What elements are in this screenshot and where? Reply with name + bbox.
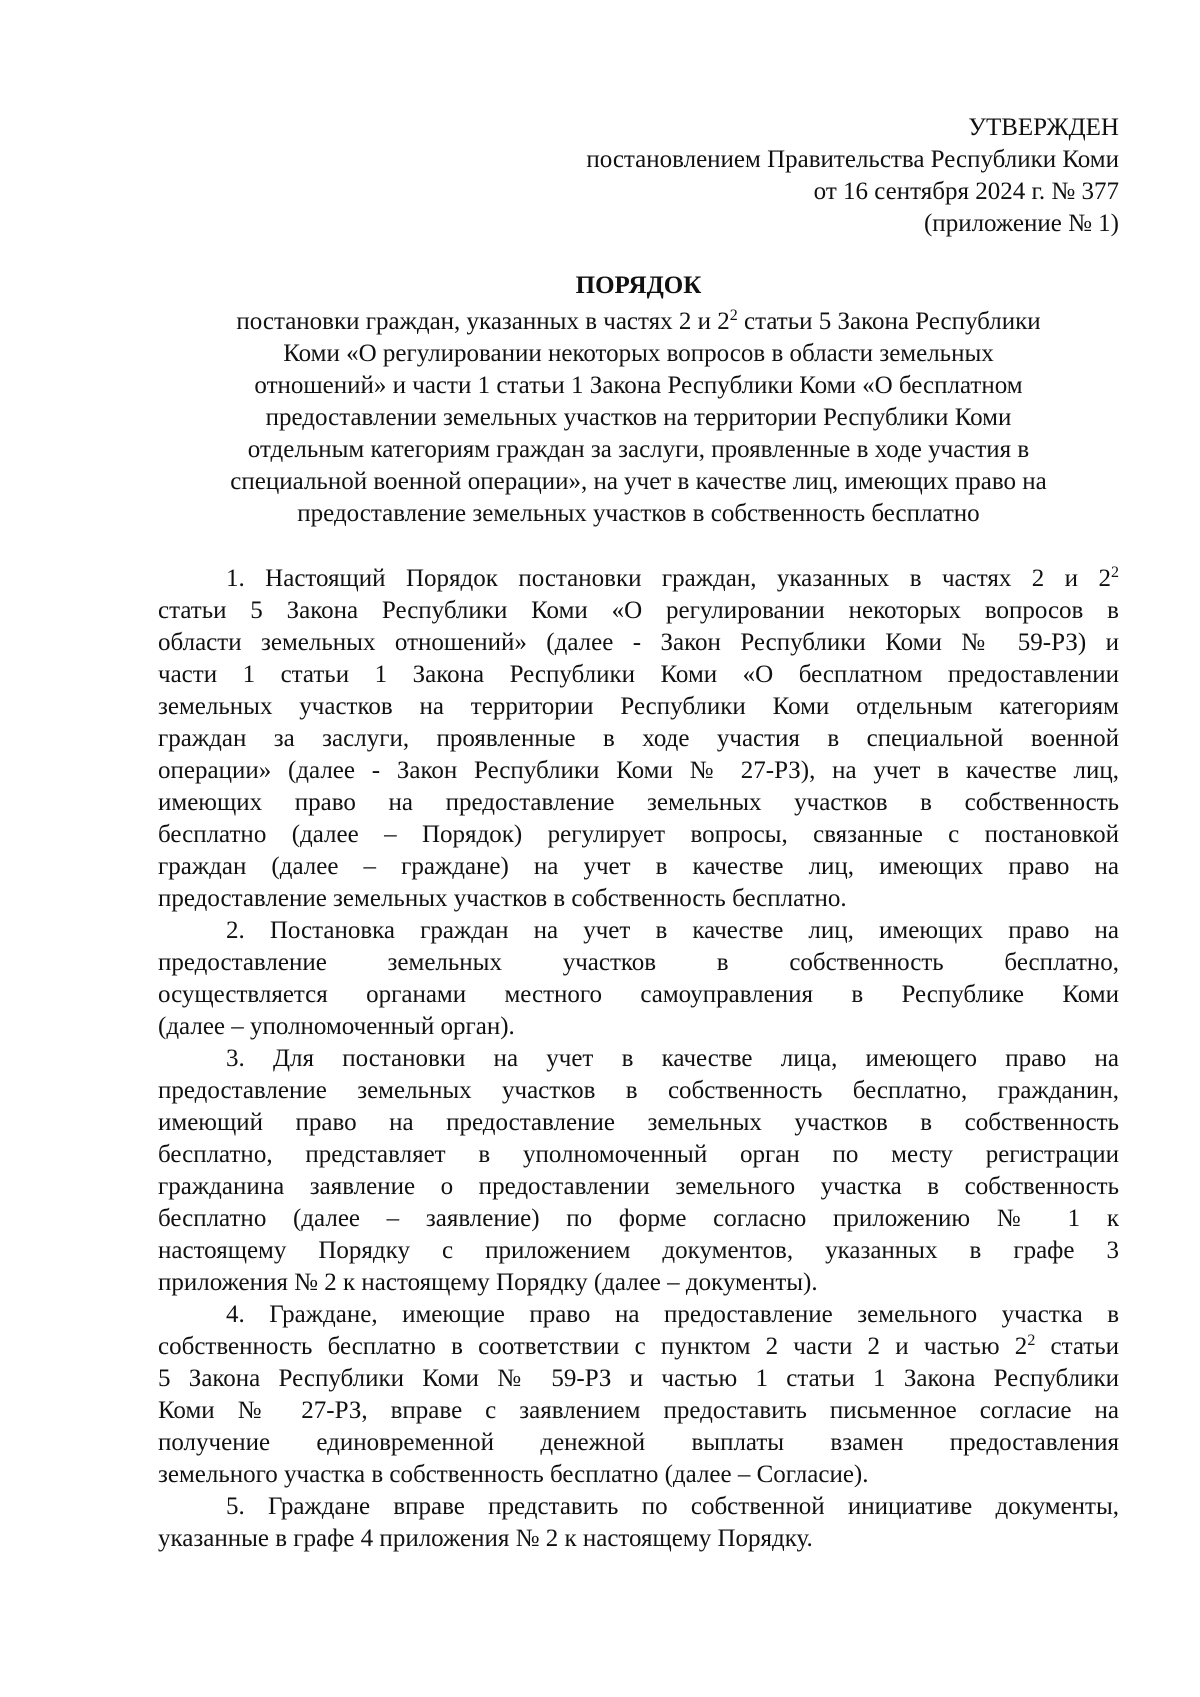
text-line: статьи 5 Закона Республики Коми «О регулировании некоторых вопросов в: [158, 597, 1119, 624]
text-line: бесплатно (далее – Порядок) регулирует вопросы, связанные с постановкой: [158, 821, 1119, 848]
text-line: осуществляется органами местного самоуправления в Республике Коми: [158, 981, 1119, 1008]
text-line: приложения № 2 к настоящему Порядку (далее – документы).: [158, 1269, 818, 1296]
subtitle-line: отдельным категориям граждан за заслуги, проявленные в ходе участия в: [247, 436, 1030, 463]
superscript: 2: [729, 307, 738, 324]
text-line: земельных участков на территории Республики Коми отдельным категориям: [158, 693, 1119, 720]
document-title: ПОРЯДОК: [575, 272, 702, 299]
text-line: (далее – уполномоченный орган).: [158, 1013, 515, 1040]
text-line: имеющих право на предоставление земельных участков в собственность: [158, 789, 1119, 816]
text-line: 4. Граждане, имеющие право на предоставление земельного участка в: [226, 1301, 1119, 1328]
subtitle-line: специальной военной операции», на учет в качестве лиц, имеющих право на: [230, 468, 1047, 495]
text-line: 1. Настоящий Порядок постановки граждан, указанных в частях 2 и $2^2$: [226, 564, 1119, 592]
text-line: предоставление земельных участков в собственность бесплатно, гражданин,: [158, 1077, 1119, 1104]
paragraph-1: [158, 563, 1119, 915]
superscript: 2: [1027, 1332, 1036, 1349]
document-page: [158, 0, 1119, 1697]
text-line: гражданина заявление о предоставлении земельного участка в собственность: [158, 1173, 1119, 1200]
subtitle-line: постановки граждан, указанных в частях 2 и $2^2$ статьи 5 Закона Республики: [236, 307, 1041, 335]
approval-line: от 16 сентября 2024 г. № 377: [813, 178, 1119, 205]
text-line: граждан (далее – граждане) на учет в качестве лиц, имеющих право на: [158, 853, 1119, 880]
text-line: граждан за заслуги, проявленные в ходе участия в специальной военной: [158, 725, 1119, 752]
text-line: 5 Закона Республики Коми № 59-РЗ и частью 1 статьи 1 Закона Республики: [158, 1365, 1119, 1392]
text-line: 3. Для постановки на учет в качестве лица, имеющего право на: [226, 1045, 1119, 1072]
text-line: области земельных отношений» (далее - Закон Республики Коми № 59-РЗ) и: [158, 629, 1119, 656]
paragraph-4: [158, 1299, 1119, 1491]
text-line: операции» (далее - Закон Республики Коми № 27-РЗ), на учет в качестве лиц,: [158, 757, 1119, 784]
text-line: 2. Постановка граждан на учет в качестве лиц, имеющих право на: [226, 917, 1119, 944]
text-line: собственность бесплатно в соответствии с пунктом 2 части 2 и частью $2^2$ статьи: [158, 1332, 1119, 1360]
subtitle-line: Коми «О регулировании некоторых вопросов в области земельных: [283, 340, 994, 367]
paragraph-5: [158, 1491, 1119, 1555]
document-subtitle: [158, 306, 1119, 530]
text-line: предоставление земельных участков в собственность бесплатно,: [158, 949, 1119, 976]
text-line: предоставление земельных участков в собственность бесплатно.: [158, 885, 847, 912]
text-line: Коми № 27-РЗ, вправе с заявлением предоставить письменное согласие на: [158, 1397, 1119, 1424]
text-line: получение единовременной денежной выплаты взамен предоставления: [158, 1429, 1119, 1456]
superscript: 2: [1111, 564, 1119, 581]
subtitle-line: отношений» и части 1 статьи 1 Закона Республики Коми «О бесплатном: [254, 372, 1023, 399]
paragraph-3: [158, 1043, 1119, 1299]
text-line: бесплатно (далее – заявление) по форме согласно приложению № 1 к: [158, 1205, 1119, 1232]
text-line: имеющий право на предоставление земельных участков в собственность: [158, 1109, 1119, 1136]
text-line: 5. Граждане вправе представить по собственной инициативе документы,: [226, 1493, 1119, 1520]
approval-line: УТВЕРЖДЕН: [968, 114, 1119, 141]
approval-line: (приложение № 1): [923, 210, 1119, 237]
text-line: указанные в графе 4 приложения № 2 к настоящему Порядку.: [158, 1525, 813, 1552]
subtitle-line: предоставлении земельных участков на территории Республики Коми: [265, 404, 1012, 431]
approval-stamp: [586, 112, 1119, 240]
text-line: части 1 статьи 1 Закона Республики Коми «О бесплатном предоставлении: [158, 661, 1119, 688]
text-line: настоящему Порядку с приложением документов, указанных в графе 3: [158, 1237, 1119, 1264]
subtitle-line: предоставление земельных участков в собственность бесплатно: [297, 500, 980, 527]
text-line: бесплатно, представляет в уполномоченный орган по месту регистрации: [158, 1141, 1119, 1168]
approval-line: постановлением Правительства Республики Коми: [586, 146, 1119, 173]
text-line: земельного участка в собственность бесплатно (далее – Согласие).: [158, 1461, 869, 1488]
document-body: [158, 563, 1119, 1555]
paragraph-2: [158, 915, 1119, 1043]
